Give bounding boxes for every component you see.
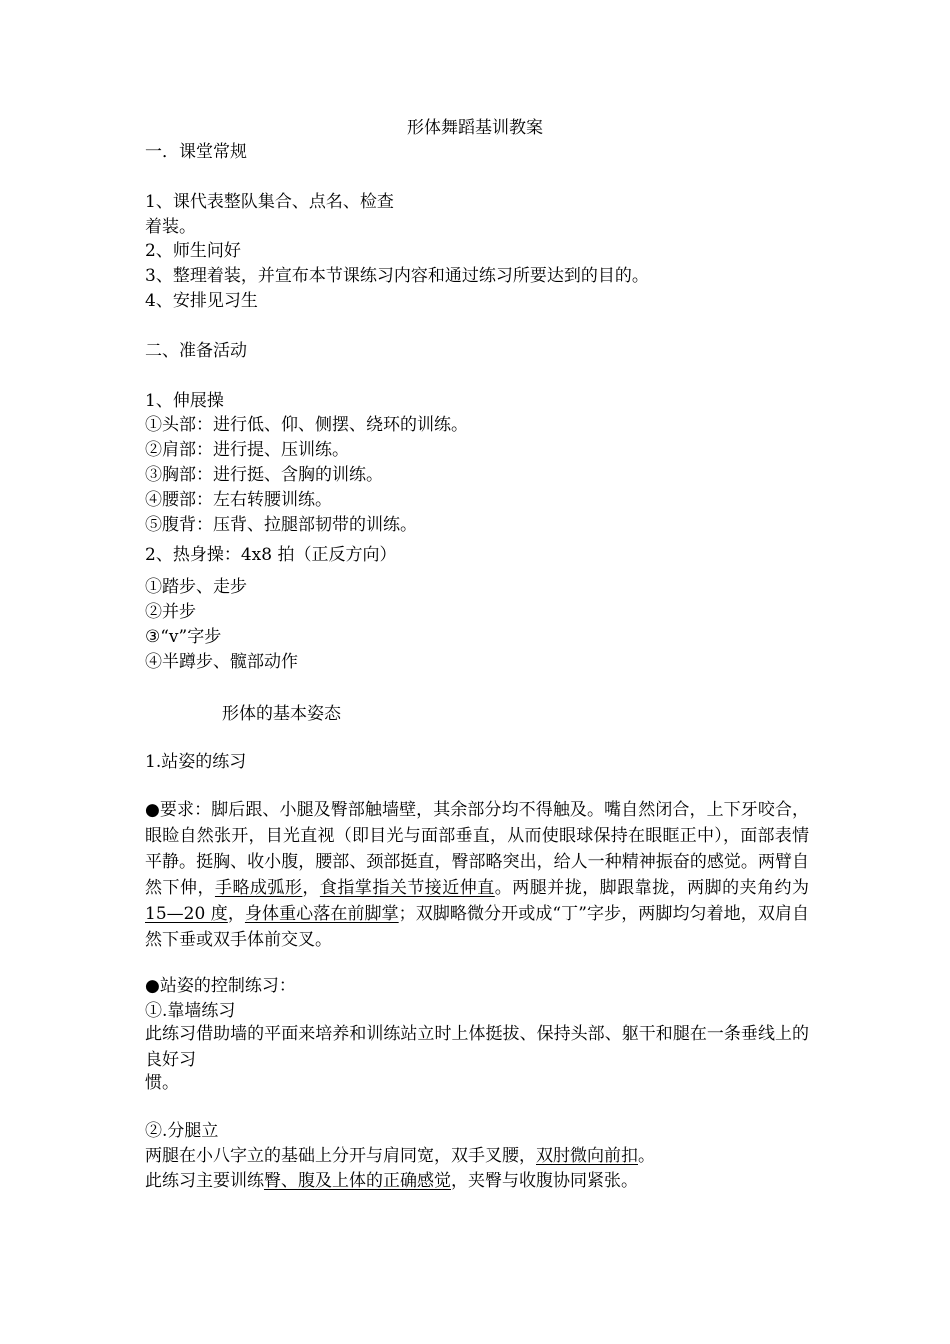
split-line-1 xyxy=(145,1145,655,1167)
split-underline: 臀、腹及上体的正确感觉 xyxy=(264,1171,451,1191)
section1-item: 1、课代表整队集合、点名、检查 xyxy=(145,192,394,212)
wall-title: ①.靠墙练习 xyxy=(145,1001,236,1021)
standing-title: 1.站姿的练习 xyxy=(145,752,247,772)
req-text: ；双脚略微分开或成“丁”字步，两脚均匀着地，双肩自然下垂或双手体前交叉。 xyxy=(145,904,810,950)
stretch-item: ⑤腹背：压背、拉腿部韧带的训练。 xyxy=(145,515,417,535)
split-line-2 xyxy=(145,1170,638,1192)
req-underline: 身体重心落在前脚掌 xyxy=(244,904,399,924)
standing-requirements xyxy=(145,797,809,953)
req-text: ， xyxy=(227,904,245,924)
section1-heading: 一．课堂常规 xyxy=(145,142,247,162)
split-title: ②.分腿立 xyxy=(145,1121,219,1141)
warmup-title: 2、热身操：4x8 拍（正反方向） xyxy=(145,545,397,565)
warmup-item: ④半蹲步、髋部动作 xyxy=(145,652,298,672)
control-title: ●站姿的控制练习： xyxy=(145,976,296,996)
warmup-item: ②并步 xyxy=(145,602,196,622)
req-text: ●要求：脚后跟、小腿及臀部触墙壁，其余部分均不得触及。嘴自然闭合，上下牙咬合，眼睑自然张开，目光直视（即目光与面部垂直，从而使眼球保持在眼眶正中），面部表情平静。挺胸、收小腹，腰部、颈部挺直，臀部略突出，给人一种精神振奋的感觉。两臂自然下伸， xyxy=(145,800,809,898)
stretch-item: ④腰部：左右转腰训练。 xyxy=(145,490,332,510)
req-underline: 15—20 度 xyxy=(145,904,228,924)
warmup-item: ③“v”字步 xyxy=(145,627,222,647)
section1-item: 4、安排见习生 xyxy=(145,291,258,311)
posture-title: 形体的基本姿态 xyxy=(222,704,341,724)
section1-item: 3、整理着装，并宣布本节课练习内容和通过练习所要达到的目的。 xyxy=(145,266,649,286)
warmup-item: ①踏步、走步 xyxy=(145,577,247,597)
section1-item: 着装。 xyxy=(145,217,196,237)
stretch-item: ①头部：进行低、仰、侧摆、绕环的训练。 xyxy=(145,415,468,435)
section1-item: 2、师生问好 xyxy=(145,241,241,261)
split-text: 。 xyxy=(638,1146,655,1166)
req-underline: 食指掌指关节接近伸直 xyxy=(319,878,495,898)
wall-description: 此练习借助墙的平面来培养和训练站立时上体挺拔、保持头部、躯干和腿在一条垂线上的良好习 xyxy=(145,1024,809,1070)
document-title: 形体舞蹈基训教案 xyxy=(407,118,543,138)
split-text: ，夹臀与收腹协同紧张。 xyxy=(451,1171,638,1191)
req-text: ， xyxy=(302,878,320,898)
split-underline: 双肘微向前扣 xyxy=(536,1146,638,1166)
split-text: 此练习主要训练 xyxy=(145,1171,264,1191)
req-text: 。两腿并拢，脚跟靠拢，两脚的夹角约为 xyxy=(494,878,810,898)
stretch-title: 1、伸展操 xyxy=(145,391,224,411)
wall-description-end: 惯。 xyxy=(145,1073,179,1093)
stretch-item: ②肩部：进行提、压训练。 xyxy=(145,440,349,460)
section2-heading: 二、准备活动 xyxy=(145,341,247,361)
req-underline: 手略成弧形 xyxy=(214,878,303,898)
split-text: 两腿在小八字立的基础上分开与肩同宽，双手叉腰， xyxy=(145,1146,536,1166)
stretch-item: ③胸部：进行挺、含胸的训练。 xyxy=(145,465,383,485)
